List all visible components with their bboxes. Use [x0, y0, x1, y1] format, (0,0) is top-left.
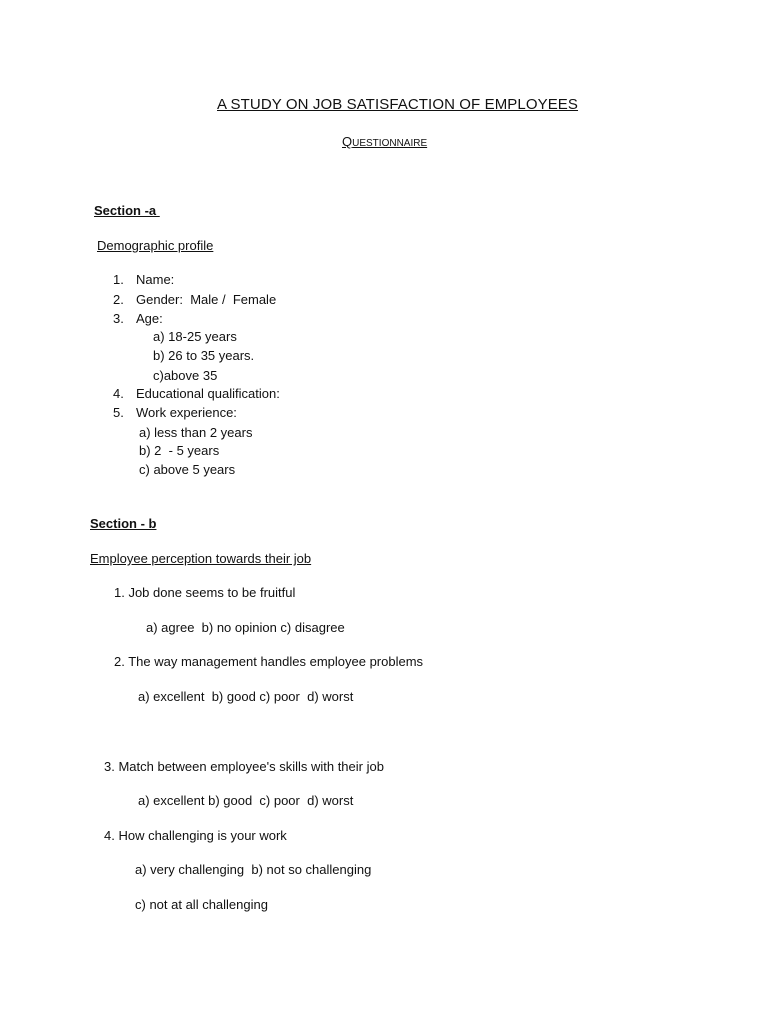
document-subtitle [342, 135, 427, 149]
item-number: 4. [113, 386, 124, 401]
item-number: 1. [113, 272, 124, 287]
item-number: 5. [113, 405, 124, 420]
subtitle-rest: UESTIONNAIRE [352, 138, 428, 149]
age-option: b) 26 to 35 years. [153, 348, 255, 363]
question-3: 3. Match between employee's skills with their job [104, 759, 384, 774]
section-a-heading: Section -a [94, 203, 160, 218]
document-title: A STUDY ON JOB SATISFACTION OF EMPLOYEES [217, 96, 579, 113]
subtitle-initial: Q [342, 134, 353, 149]
item-education: Educational qualification: [136, 386, 280, 401]
question-1-options: a) agree b) no opinion c) disagree [146, 620, 345, 635]
age-option: c)above 35 [153, 368, 218, 383]
question-1: 1. Job done seems to be fruitful [114, 585, 296, 600]
question-4-options-continued: c) not at all challenging [135, 897, 268, 912]
age-option: a) 18-25 years [153, 329, 237, 344]
item-experience: Work experience: [136, 405, 237, 420]
experience-option: a) less than 2 years [139, 425, 253, 440]
question-2: 2. The way management handles employee problems [114, 654, 424, 669]
section-b-subheading: Employee perception towards their job [90, 551, 312, 566]
experience-option: b) 2 - 5 years [139, 443, 220, 458]
item-number: 2. [113, 292, 124, 307]
item-name: Name: [136, 272, 175, 287]
question-4: 4. How challenging is your work [104, 828, 287, 843]
question-2-options: a) excellent b) good c) poor d) worst [138, 689, 354, 704]
experience-option: c) above 5 years [139, 462, 236, 477]
item-number: 3. [113, 311, 124, 326]
question-4-options: a) very challenging b) not so challenging [135, 862, 372, 877]
item-gender: Gender: Male / Female [136, 292, 277, 307]
section-b-heading: Section - b [90, 516, 157, 531]
section-a-subheading: Demographic profile [97, 238, 214, 253]
item-age: Age: [136, 311, 163, 326]
question-3-options: a) excellent b) good c) poor d) worst [138, 793, 354, 808]
